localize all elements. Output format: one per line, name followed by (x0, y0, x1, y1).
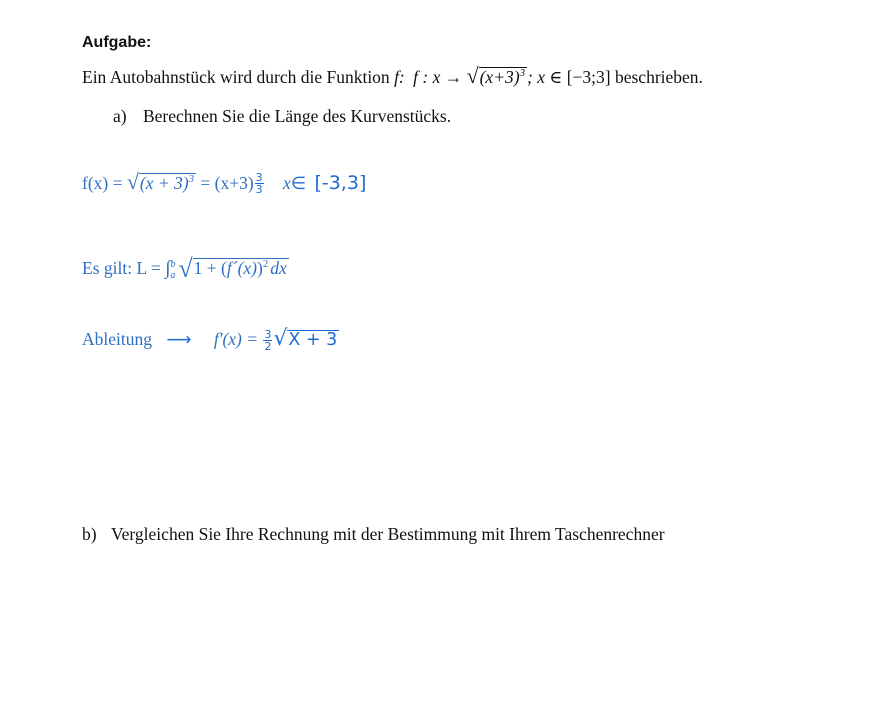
fx-radicand-base: (x + 3) (139, 173, 189, 193)
task-radicand (479, 67, 527, 87)
part-a-text: Berechnen Sie die Länge des Kurvenstücks. (142, 106, 452, 126)
task-intro: Ein Autobahnstück wird durch die Funktion (82, 67, 390, 87)
fx-exponent-numerator: 3 (255, 171, 263, 184)
fprime-lhs: f'(x) = (213, 329, 259, 349)
integral-upper-limit: b (170, 258, 176, 270)
sqrt-symbol: √ (466, 64, 479, 88)
integral-fprime: f´(x) (226, 258, 257, 278)
part-b-text: Vergleichen Sie Ihre Rechnung mit der Bestimmung mit Ihrem Taschenrechner (110, 524, 665, 544)
fx-domain-variable: x (283, 173, 291, 193)
fprime-numerator: 3 (264, 328, 272, 342)
ableitung-label: Ableitung (82, 329, 152, 349)
task-function-mapping: f : x → (413, 67, 463, 87)
fprime-radicand: X + 3 (288, 330, 338, 350)
task-interval: [−3;3] (566, 67, 611, 87)
fx-lhs: f(x) = (82, 173, 123, 193)
fx-line (82, 172, 366, 195)
es-gilt-label: Es gilt: L = (82, 258, 161, 278)
integral-exponent: 2 (262, 258, 269, 271)
integral-radicand-close: ) (257, 258, 263, 278)
arc-length-formula (82, 256, 289, 282)
part-b (82, 524, 665, 545)
part-b-label: b) (82, 524, 97, 544)
fx-element-symbol: ∈ (290, 174, 307, 194)
integral-lower-limit: a (170, 269, 176, 281)
fx-interval: [-3,3] (314, 172, 367, 194)
fx-radicand-exponent: 3 (188, 173, 195, 186)
task-radicand-exponent: 3 (519, 67, 526, 80)
fprime-fraction (263, 329, 272, 352)
sqrt-symbol: √ (126, 170, 139, 194)
part-a-label: a) (113, 106, 127, 126)
integral-radicand-start: 1 + ( (193, 258, 227, 278)
task-outro: beschrieben. (614, 67, 703, 87)
fprime-denominator: 2 (264, 340, 272, 354)
sqrt-symbol: √ (178, 254, 193, 283)
task-radicand-base: (x+3) (479, 67, 520, 87)
integral-radicand (193, 258, 289, 278)
task-domain-symbol: ; x ∈ (527, 67, 563, 87)
fx-exponent-denominator: 3 (255, 183, 263, 196)
task-function-name: f: (394, 67, 405, 87)
sqrt-symbol: √ (273, 326, 288, 351)
task-heading: Aufgabe: (82, 34, 152, 51)
integral-symbol: ∫ (165, 258, 171, 279)
arrow-right-icon: ⟶ (166, 330, 192, 350)
fx-fraction-exponent (255, 172, 264, 195)
derivative-line (82, 328, 339, 352)
integral-limits (170, 259, 175, 281)
task-statement (82, 66, 703, 88)
integral-dx: dx (270, 258, 287, 278)
fx-radicand (139, 173, 196, 193)
fx-power-form: = (x+3) (200, 173, 254, 193)
part-a (113, 106, 451, 127)
